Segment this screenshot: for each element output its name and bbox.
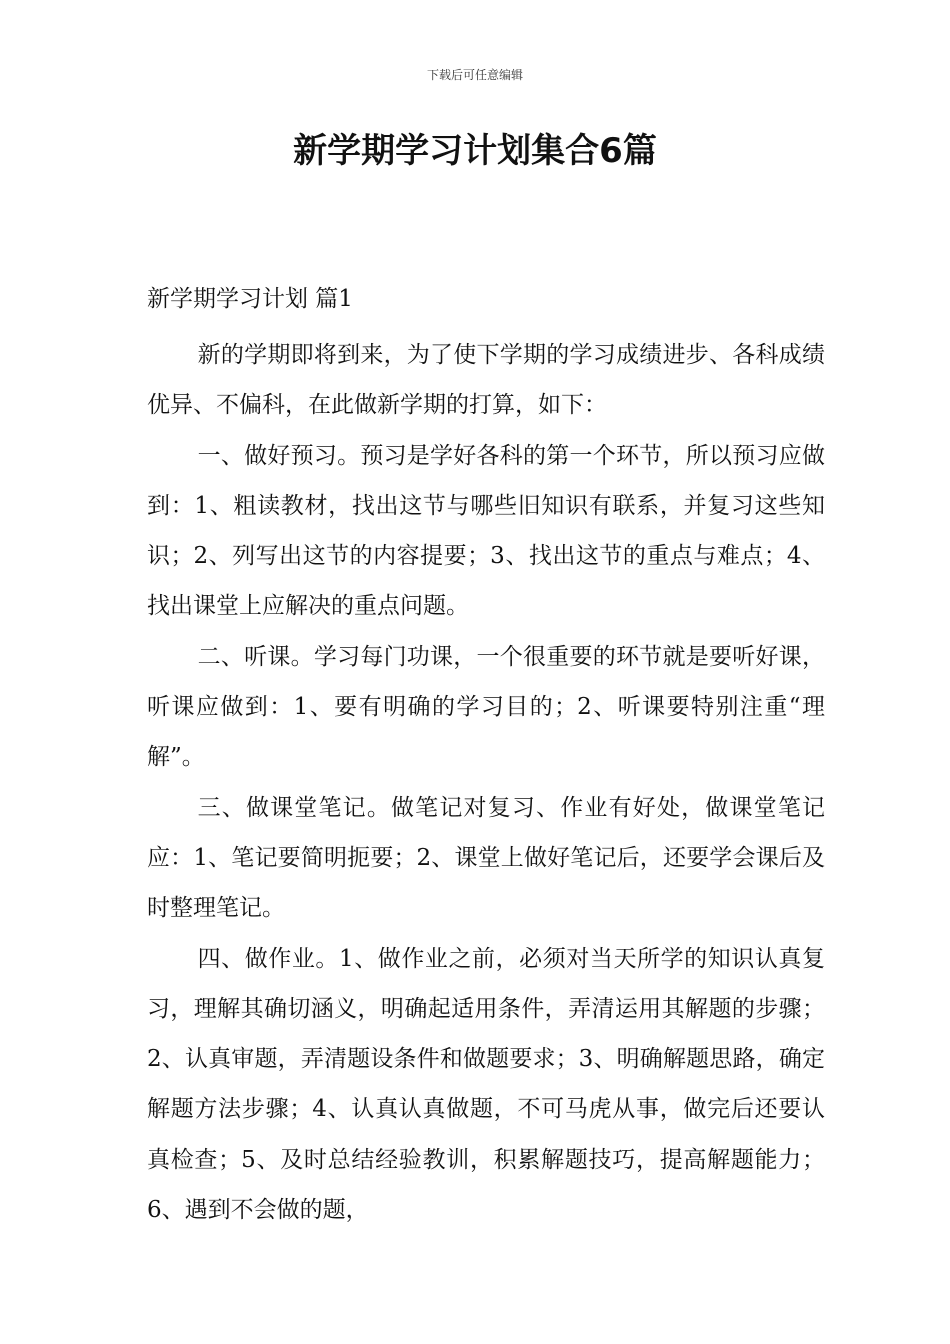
- header-note: 下载后可任意编辑: [426, 68, 523, 82]
- paragraph-homework: 四、做作业。1、做作业之前，必须对当天所学的知识认真复习，理解其确切涵义，明确起适用条件，弄清运用其解题的步骤；2、认真审题，弄清题设条件和做题要求；3、明确解题思路，确定解题方法步骤；4、认真认真做题，不可马虎从事，做完后还要认真检查；5、及时总结经验教训，积累解题技巧，提高解题能力；6、遇到不会做的题，: [147, 945, 825, 1224]
- document-title: 新学期学习计划集合6篇: [293, 131, 657, 171]
- paragraph-listening: 二、听课。学习每门功课，一个很重要的环节就是要听好课，听课应做到：1、要有明确的学习目的；2、听课要特别注重“理解”。: [147, 643, 825, 771]
- paragraph-preview: 一、做好预习。预习是学好各科的第一个环节，所以预习应做到：1、粗读教材，找出这节与哪些旧知识有联系，并复习这些知识；2、列写出这节的内容提要；3、找出这节的重点与难点；4、找出课堂上应解决的重点问题。: [147, 442, 825, 620]
- paragraph-notes: 三、做课堂笔记。做笔记对复习、作业有好处，做课堂笔记应：1、笔记要简明扼要；2、课堂上做好笔记后，还要学会课后及时整理笔记。: [147, 794, 825, 922]
- paragraph-intro: 新的学期即将到来，为了使下学期的学习成绩进步、各科成绩优异、不偏科，在此做新学期的打算，如下：: [147, 342, 825, 419]
- section-heading: 新学期学习计划 篇1: [147, 286, 353, 312]
- section-body: [147, 330, 825, 1235]
